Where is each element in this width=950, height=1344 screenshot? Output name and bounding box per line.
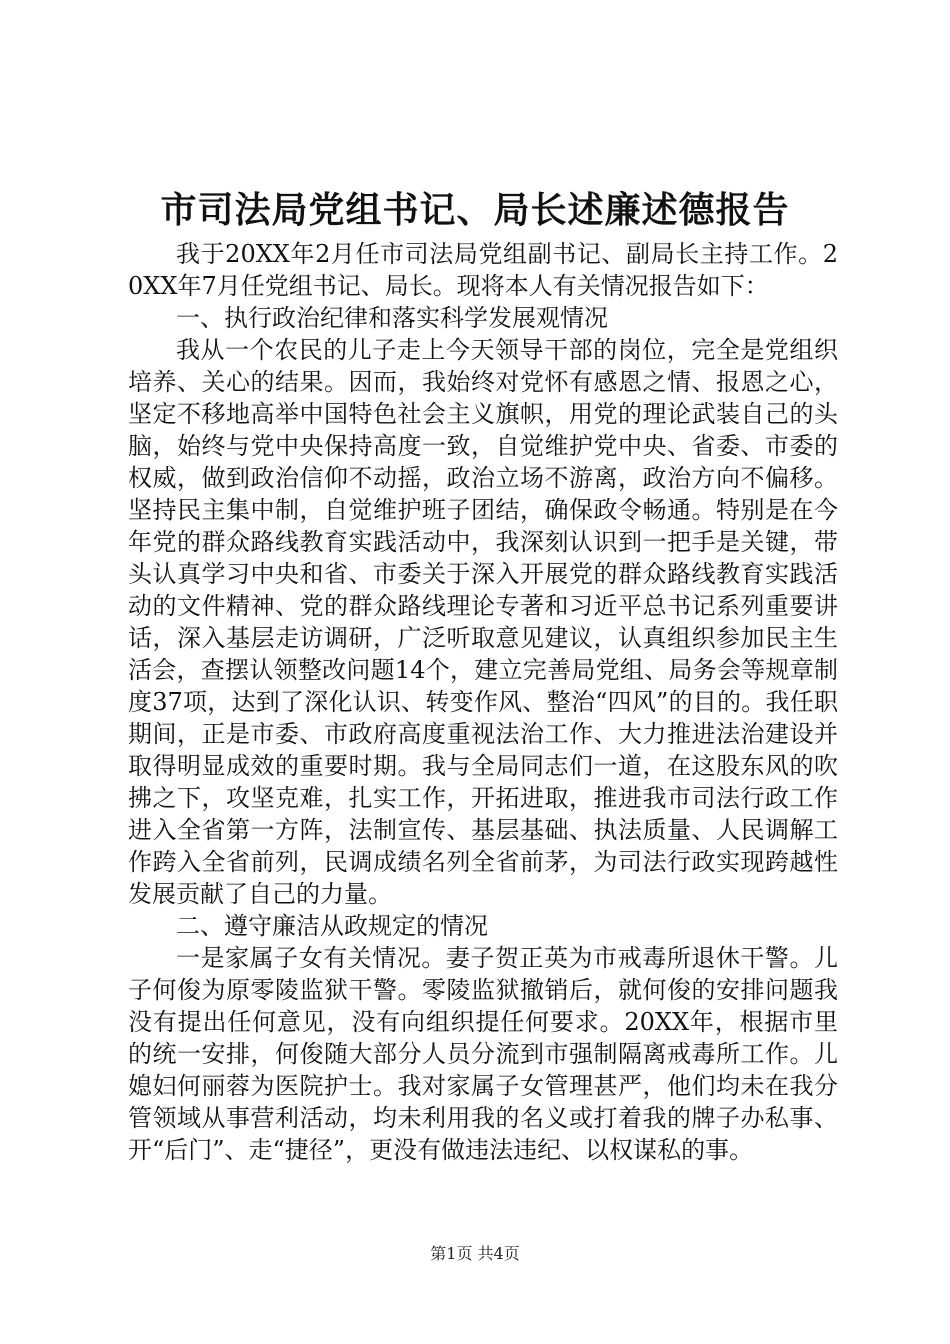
section-heading-1: 一、执行政治纪律和落实科学发展观情况 (176, 304, 608, 332)
paragraph-section-1: 我从一个农民的儿子走上今天领导干部的岗位，完全是党组织培养、关心的结果。因而，我始终对党怀有感恩之情、报恩之心，坚定不移地高举中国特色社会主义旗帜，用党的理论武装自己的头脑，始终与党中央保持高度一致，自觉维护党中央、省委、市委的权威，做到政治信仰不动摇，政治立场不游离，政治方向不偏移。坚持民主集中制，自觉维护班子团结，确保政令畅通。特别是在今年党的群众路线教育实践活动中，我深刻认识到一把手是关键，带头认真学习中央和省、市委关于深入开展党的群众路线教育实践活动的文件精神、党的群众路线理论专著和习近平总书记系列重要讲话，深入基层走访调研，广泛听取意见建议，认真组织参加民主生活会，查摆认领整改问题14个，建立完善局党组、局务会等规章制度37项，达到了深化认识、转变作风、整治“四风”的目的。我任职期间，正是市委、市政府高度重视法治工作、大力推进法治建设并取得明显成效的重要时期。我与全局同志们一道，在这股东风的吹拂之下，攻坚克难，扎实工作，开拓进取，推进我市司法行政工作进入全省第一方阵，法制宣传、基层基础、执法质量、人民调解工作跨入全省前列，民调成绩名列全省前茅，为司法行政实现跨越性发展贡献了自己的力量。 (128, 336, 838, 908)
paragraph-intro: 我于20XX年2月任市司法局党组副书记、副局长主持工作。20XX年7月任党组书记、局长。现将本人有关情况报告如下： (128, 240, 838, 300)
section-heading-2: 二、遵守廉洁从政规定的情况 (176, 912, 488, 940)
document-title: 市司法局党组书记、局长述廉述德报告 (160, 189, 790, 231)
page-footer: 第1页 共4页 (430, 1244, 520, 1263)
paragraph-section-2: 一是家属子女有关情况。妻子贺正英为市戒毒所退休干警。儿子何俊为原零陵监狱干警。零陵监狱撤销后，就何俊的安排问题我没有提出任何意见，没有向组织提任何要求。20XX年，根据市里的统一安排，何俊随大部分人员分流到市强制隔离戒毒所工作。儿媳妇何丽蓉为医院护士。我对家属子女管理甚严，他们均未在我分管领域从事营利活动，均未利用我的名义或打着我的牌子办私事、开“后门”、走“捷径”，更没有做违法违纪、以权谋私的事。 (128, 944, 838, 1164)
document-body (128, 238, 838, 1166)
